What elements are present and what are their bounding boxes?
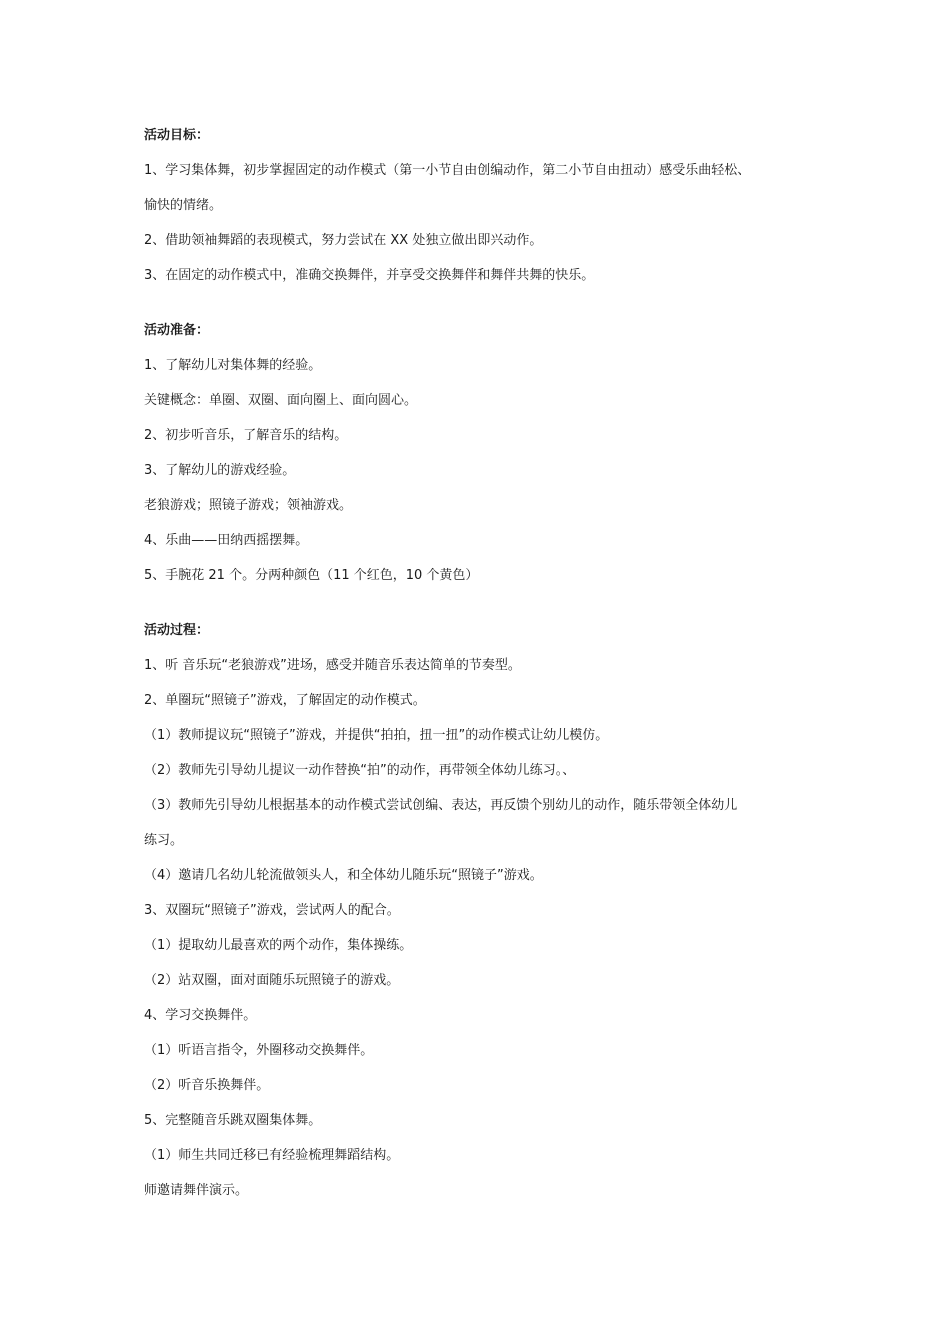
document-page [144,126,824,1201]
prep-item: 老狼游戏；照镜子游戏；领袖游戏。 [144,498,353,513]
process-item: （4）邀请几名幼儿轮流做领头人，和全体幼儿随乐玩“照镜子”游戏。 [144,868,543,883]
process-item: （1）提取幼儿最喜欢的两个动作，集体操练。 [144,938,413,953]
goal-item-2: 2、借助领袖舞蹈的表现模式，努力尝试在 XX 处独立做出即兴动作。 [144,233,543,248]
process-item: （2）站双圈，面对面随乐玩照镜子的游戏。 [144,973,400,988]
process-item: （1）教师提议玩“照镜子”游戏，并提供“拍拍，扭一扭”的动作模式让幼儿模仿。 [144,728,609,743]
goal-item-1: 1、学习集体舞，初步掌握固定的动作模式（第一小节自由创编动作，第二小节自由扭动）感受乐曲轻松、 [144,163,751,178]
goal-item-3: 3、在固定的动作模式中，准确交换舞伴，并享受交换舞伴和舞伴共舞的快乐。 [144,268,595,283]
prep-item: 5、手腕花 21 个。分两种颜色（11 个红色，10 个黄色） [144,568,479,583]
goal-item-1-cont: 愉快的情绪。 [144,198,223,213]
process-item: 4、学习交换舞伴。 [144,1008,257,1023]
prep-item: 2、初步听音乐，了解音乐的结构。 [144,428,348,443]
prep-item: 3、了解幼儿的游戏经验。 [144,463,296,478]
prep-item: 1、了解幼儿对集体舞的经验。 [144,358,322,373]
process-item: 1、听 音乐玩“老狼游戏”进场，感受并随音乐表达简单的节奏型。 [144,658,521,673]
process-item: 5、完整随音乐跳双圈集体舞。 [144,1113,322,1128]
process-item: （2）教师先引导幼儿提议一动作替换“拍”的动作，再带领全体幼儿练习。、 [144,763,576,778]
process-item: （1）师生共同迁移已有经验梳理舞蹈结构。 [144,1148,400,1163]
process-item: 师邀请舞伴演示。 [144,1183,249,1198]
goals-heading: 活动目标： [144,128,210,143]
process-item: （2）听音乐换舞伴。 [144,1078,270,1093]
process-item: 3、双圈玩“照镜子”游戏，尝试两人的配合。 [144,903,400,918]
process-heading: 活动过程： [144,623,210,638]
process-item: （3）教师先引导幼儿根据基本的动作模式尝试创编、表达，再反馈个别幼儿的动作，随乐带领全体幼儿 [144,798,738,813]
process-item: （1）听语言指令，外圈移动交换舞伴。 [144,1043,374,1058]
process-item: 2、单圈玩“照镜子”游戏，了解固定的动作模式。 [144,693,426,708]
prep-item: 关键概念：单圈、双圈、面向圈上、面向圆心。 [144,393,418,408]
process-item: 练习。 [144,833,184,848]
prep-item: 4、乐曲——田纳西摇摆舞。 [144,533,309,548]
prep-heading: 活动准备： [144,323,210,338]
